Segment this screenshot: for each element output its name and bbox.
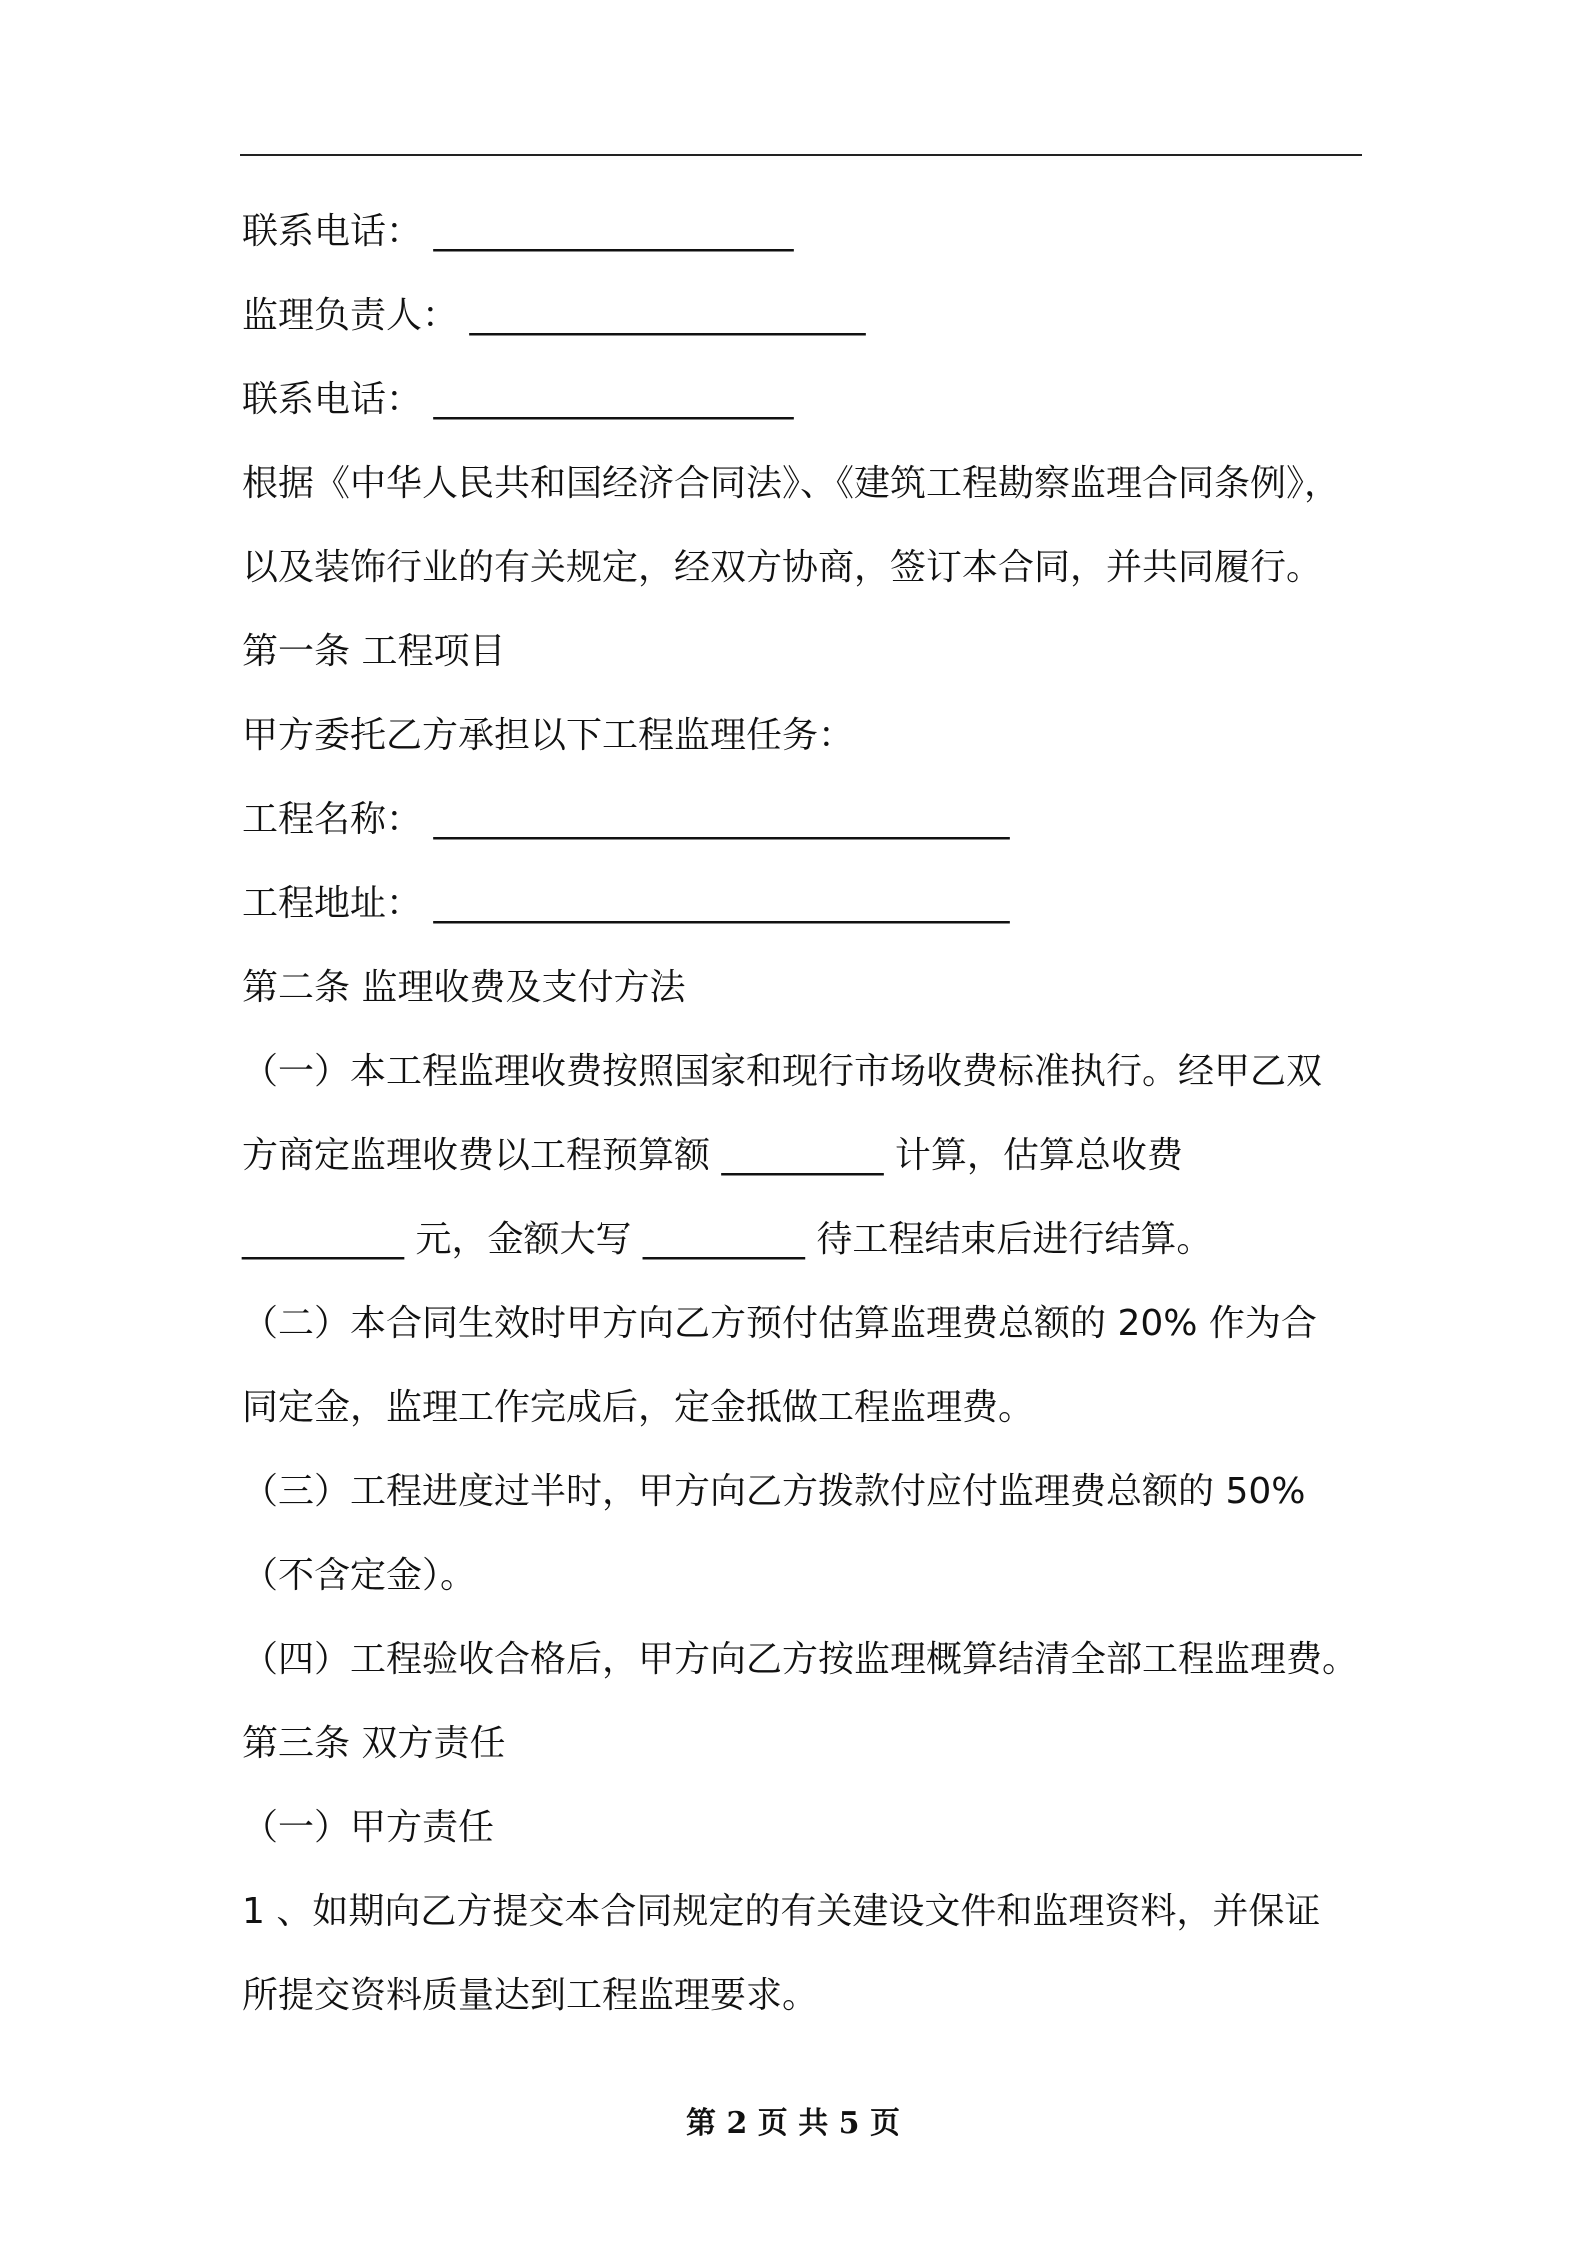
legal-basis-line-2: 以及装饰行业的有关规定，经双方协商，签订本合同，并共同履行。 — [242, 547, 1323, 588]
clause-2-1-line-1: （一）本工程监理收费按照国家和现行市场收费标准执行。经甲乙双 — [242, 1051, 1323, 1092]
article-3-heading: 第三条 双方责任 — [242, 1723, 506, 1764]
contact-phone-line-2: 联系电话： ____________________ — [242, 379, 794, 420]
header-rule — [240, 154, 1362, 156]
item-1-line-1: 1 、如期向乙方提交本合同规定的有关建设文件和监理资料，并保证 — [242, 1891, 1321, 1932]
article-1-heading: 第一条 工程项目 — [242, 631, 506, 672]
clause-2-4-line: （四）工程验收合格后，甲方向乙方按监理概算结清全部工程监理费。 — [242, 1639, 1359, 1680]
page-number-footer: 第 2 页 共 5 页 — [686, 2106, 900, 2141]
clause-2-1-line-2: 方商定监理收费以工程预算额 _________ 计算，估算总收费 — [242, 1135, 1183, 1176]
clause-2-3-line-2: （不含定金）。 — [242, 1555, 477, 1596]
item-1-line-2: 所提交资料质量达到工程监理要求。 — [242, 1975, 819, 2016]
clause-2-1-line-3: _________ 元，金额大写 _________ 待工程结束后进行结算。 — [242, 1219, 1213, 1260]
project-name-line: 工程名称： ________________________________ — [242, 799, 1010, 840]
supervisor-line: 监理负责人： ______________________ — [242, 295, 866, 336]
clause-2-3-line-1: （三）工程进度过半时，甲方向乙方拨款付应付监理费总额的 50% — [242, 1471, 1306, 1512]
article-1-intro: 甲方委托乙方承担以下工程监理任务： — [242, 715, 855, 756]
legal-basis-line-1: 根据《中华人民共和国经济合同法》、《建筑工程勘察监理合同条例》， — [242, 463, 1341, 504]
clause-2-2-line-1: （二）本合同生效时甲方向乙方预付估算监理费总额的 20% 作为合 — [242, 1303, 1317, 1344]
clause-2-2-line-2: 同定金，监理工作完成后，定金抵做工程监理费。 — [242, 1387, 1035, 1428]
article-2-heading: 第二条 监理收费及支付方法 — [242, 967, 686, 1008]
contract-body — [242, 190, 1366, 2038]
clause-3-1-heading: （一）甲方责任 — [242, 1807, 495, 1848]
contact-phone-line: 联系电话： ____________________ — [242, 211, 794, 252]
project-address-line: 工程地址： ________________________________ — [242, 883, 1010, 924]
